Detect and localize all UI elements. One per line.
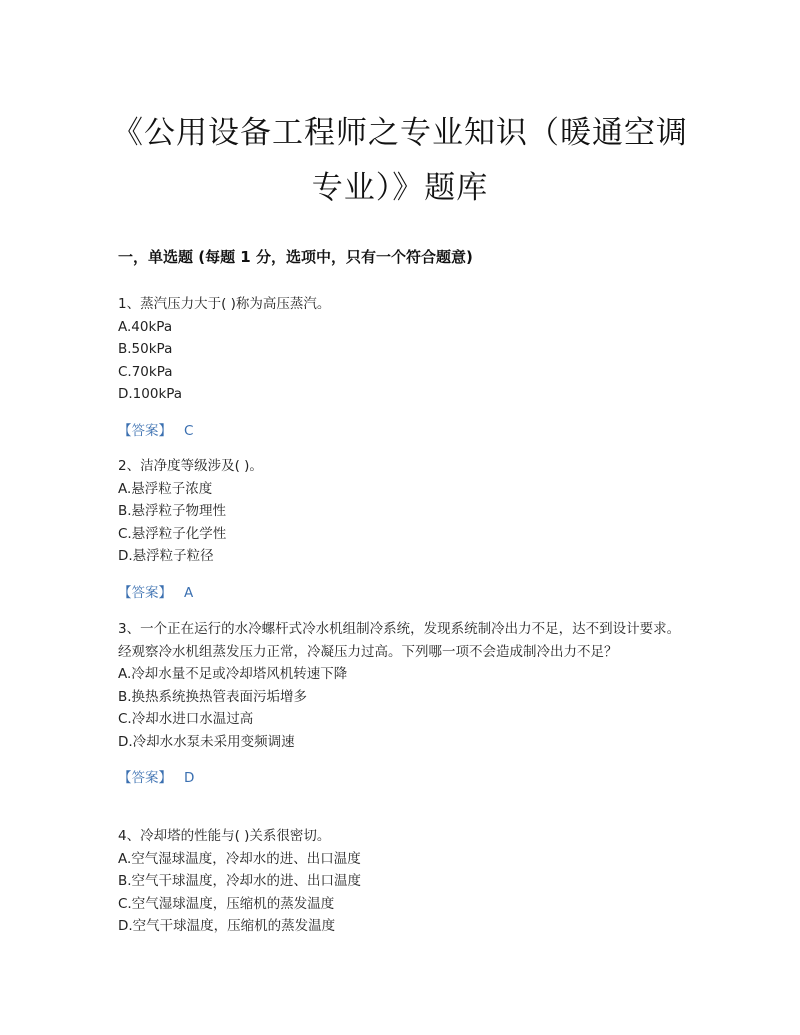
option-c: C.冷却水进口水温过高 [118, 711, 254, 727]
answer-label: 【答案】 [118, 770, 172, 786]
option-d: D.悬浮粒子粒径 [118, 548, 214, 564]
option-c: C.空气湿球温度，压缩机的蒸发温度 [118, 895, 335, 912]
answer-row [118, 420, 688, 443]
option-b: B.50kPa [118, 341, 173, 357]
section-heading: 一，单选题 (每题 1 分，选项中，只有一个符合题意) [118, 248, 473, 266]
answer-value: D [184, 770, 195, 786]
option-b: B.换热系统换热管表面污垢增多 [118, 688, 308, 705]
option-b: B.悬浮粒子物理性 [118, 503, 227, 519]
question-stem: 3、一个正在运行的水冷螺杆式冷水机组制冷系统，发现系统制冷出力不足，达不到设计要求。经观察冷水机组蒸发压力正常，冷凝压力过高。下列哪一项不会造成制冷出力不足？ [118, 621, 681, 660]
option-c: C.悬浮粒子化学性 [118, 525, 227, 542]
question-4 [118, 825, 688, 938]
answer-value: C [184, 422, 194, 439]
option-c: C.70kPa [118, 363, 173, 380]
answer-row [118, 767, 688, 790]
option-b: B.空气干球温度，冷却水的进、出口温度 [118, 873, 362, 889]
question-2 [118, 455, 688, 604]
option-d: D.冷却水水泵未采用变频调速 [118, 733, 295, 750]
option-a: A.冷却水量不足或冷却塔风机转速下降 [118, 666, 348, 682]
option-d: D.100kPa [118, 386, 183, 402]
answer-row [118, 582, 688, 605]
question-stem: 2、洁净度等级涉及( )。 [118, 458, 263, 474]
option-d: D.空气干球温度，压缩机的蒸发温度 [118, 918, 336, 934]
question-3 [118, 618, 688, 790]
answer-value: A [184, 584, 194, 601]
answer-label: 【答案】 [118, 584, 172, 601]
question-stem: 4、冷却塔的性能与( )关系很密切。 [118, 828, 331, 844]
option-a: A.空气湿球温度，冷却水的进、出口温度 [118, 850, 361, 867]
question-stem: 1、蒸汽压力大于( )称为高压蒸汽。 [118, 296, 331, 312]
option-a: A.悬浮粒子浓度 [118, 480, 213, 497]
answer-label: 【答案】 [118, 422, 172, 439]
question-1 [118, 293, 688, 442]
option-a: A.40kPa [118, 318, 173, 335]
document-title: 《公用设备工程师之专业知识（暖通空调专业）》题库 [112, 115, 688, 206]
